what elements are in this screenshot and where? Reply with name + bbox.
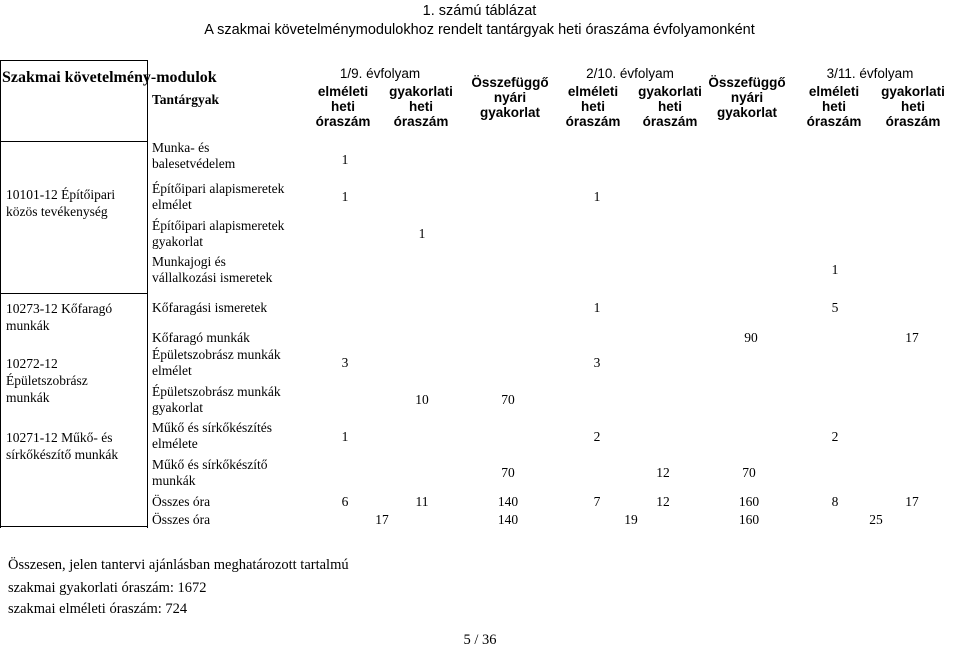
module-10271-12: 10271-12 Műkő- és sírkőkészítő munkák [6,430,119,462]
year2-header: 2/10. évfolyam [586,66,674,81]
subject-kofarago-munkak: Kőfaragó munkák [152,330,250,345]
cell-value: 2 [593,429,601,444]
subject-epitoipari-gyakorlat: Építőipari alapismeretek gyakorlat [152,218,285,249]
totals-label-2: Összes óra [152,512,211,527]
cell-value: 2 [831,429,839,444]
subject-epitoipari-elmelet: Építőipari alapismeretek elmélet [152,181,285,212]
cell-value: 12 [656,465,670,480]
year3-practice-header: gyakorlati heti óraszám [881,84,945,129]
table-number: 1. számú táblázat [422,3,537,19]
total-value: 19 [624,512,638,527]
cell-value: 10 [415,392,429,407]
cell-value: 17 [905,330,919,345]
total-value: 6 [341,494,349,509]
cell-value: 70 [501,465,515,480]
total-value: 140 [497,512,519,527]
year3-header: 3/11. évfolyam [826,66,914,81]
subject-munkajogi: Munkajogi és vállalkozási ismeretek [152,254,273,285]
total-value: 8 [831,494,839,509]
page-number: 5 / 36 [463,632,497,648]
cell-value: 90 [744,330,758,345]
total-value: 11 [415,494,429,509]
subject-muko-elmelete: Műkő és sírkőkészítés elmélete [152,420,272,451]
cell-value: 1 [341,429,349,444]
year1-practice-header: gyakorlati heti óraszám [389,84,453,129]
module-10272-12: 10272-12 Épületszobrász munkák [6,356,88,405]
subject-epuletszobrasz-elmelet: Épületszobrász munkák elmélet [152,347,281,378]
total-value: 160 [738,512,760,527]
cell-value: 3 [341,355,349,370]
year2-theory-header: elméleti heti óraszám [565,84,621,129]
totals-label-1: Összes óra [152,494,211,509]
cell-value: 1 [341,189,349,204]
year2-practice-header: gyakorlati heti óraszám [638,84,702,129]
subject-muko-munkak: Műkő és sírkőkészítő munkák [152,457,268,488]
footer-line-3: szakmai elméleti óraszám: 724 [8,601,188,617]
subject-kofaragasi-ismeretek: Kőfaragási ismeretek [152,300,268,315]
table-title: A szakmai követelménymodulokhoz rendelt tantárgyak heti óraszáma évfolyamonként [204,22,755,38]
total-value: 140 [497,494,519,509]
cell-value: 1 [418,226,426,241]
total-value: 17 [375,512,389,527]
cell-value: 1 [341,152,349,167]
cell-value: 70 [742,465,756,480]
year2-summer-header: Összefüggő nyári gyakorlat [708,75,786,120]
year1-theory-header: elméleti heti óraszám [315,84,371,129]
footer-line-2: szakmai gyakorlati óraszám: 1672 [8,580,207,596]
subjects-column-header: Tantárgyak [152,92,220,107]
cell-value: 5 [831,300,839,315]
year1-summer-header: Összefüggő nyári gyakorlat [471,75,549,120]
total-value: 160 [738,494,760,509]
cell-value: 1 [831,262,839,277]
total-value: 12 [656,494,670,509]
cell-value: 1 [593,300,601,315]
module-10101-12: 10101-12 Építőipari közös tevékenység [6,187,116,219]
total-value: 17 [905,494,919,509]
modules-column-header: Szakmai követelmény-modulok [2,69,217,86]
subject-epuletszobrasz-gyakorlat: Épületszobrász munkák gyakorlat [152,384,281,415]
total-value: 7 [593,494,601,509]
cell-value: 1 [593,189,601,204]
year1-header: 1/9. évfolyam [339,66,421,81]
total-value: 25 [869,512,883,527]
cell-value: 70 [501,392,515,407]
footer-line-1: Összesen, jelen tantervi ajánlásban meghatározott tartalmú [8,557,349,573]
subject-munka-balesetvedelem: Munka- és balesetvédelem [152,140,236,171]
module-10273-12: 10273-12 Kőfaragó munkák [6,301,113,333]
year3-theory-header: elméleti heti óraszám [806,84,862,129]
cell-value: 3 [593,355,601,370]
